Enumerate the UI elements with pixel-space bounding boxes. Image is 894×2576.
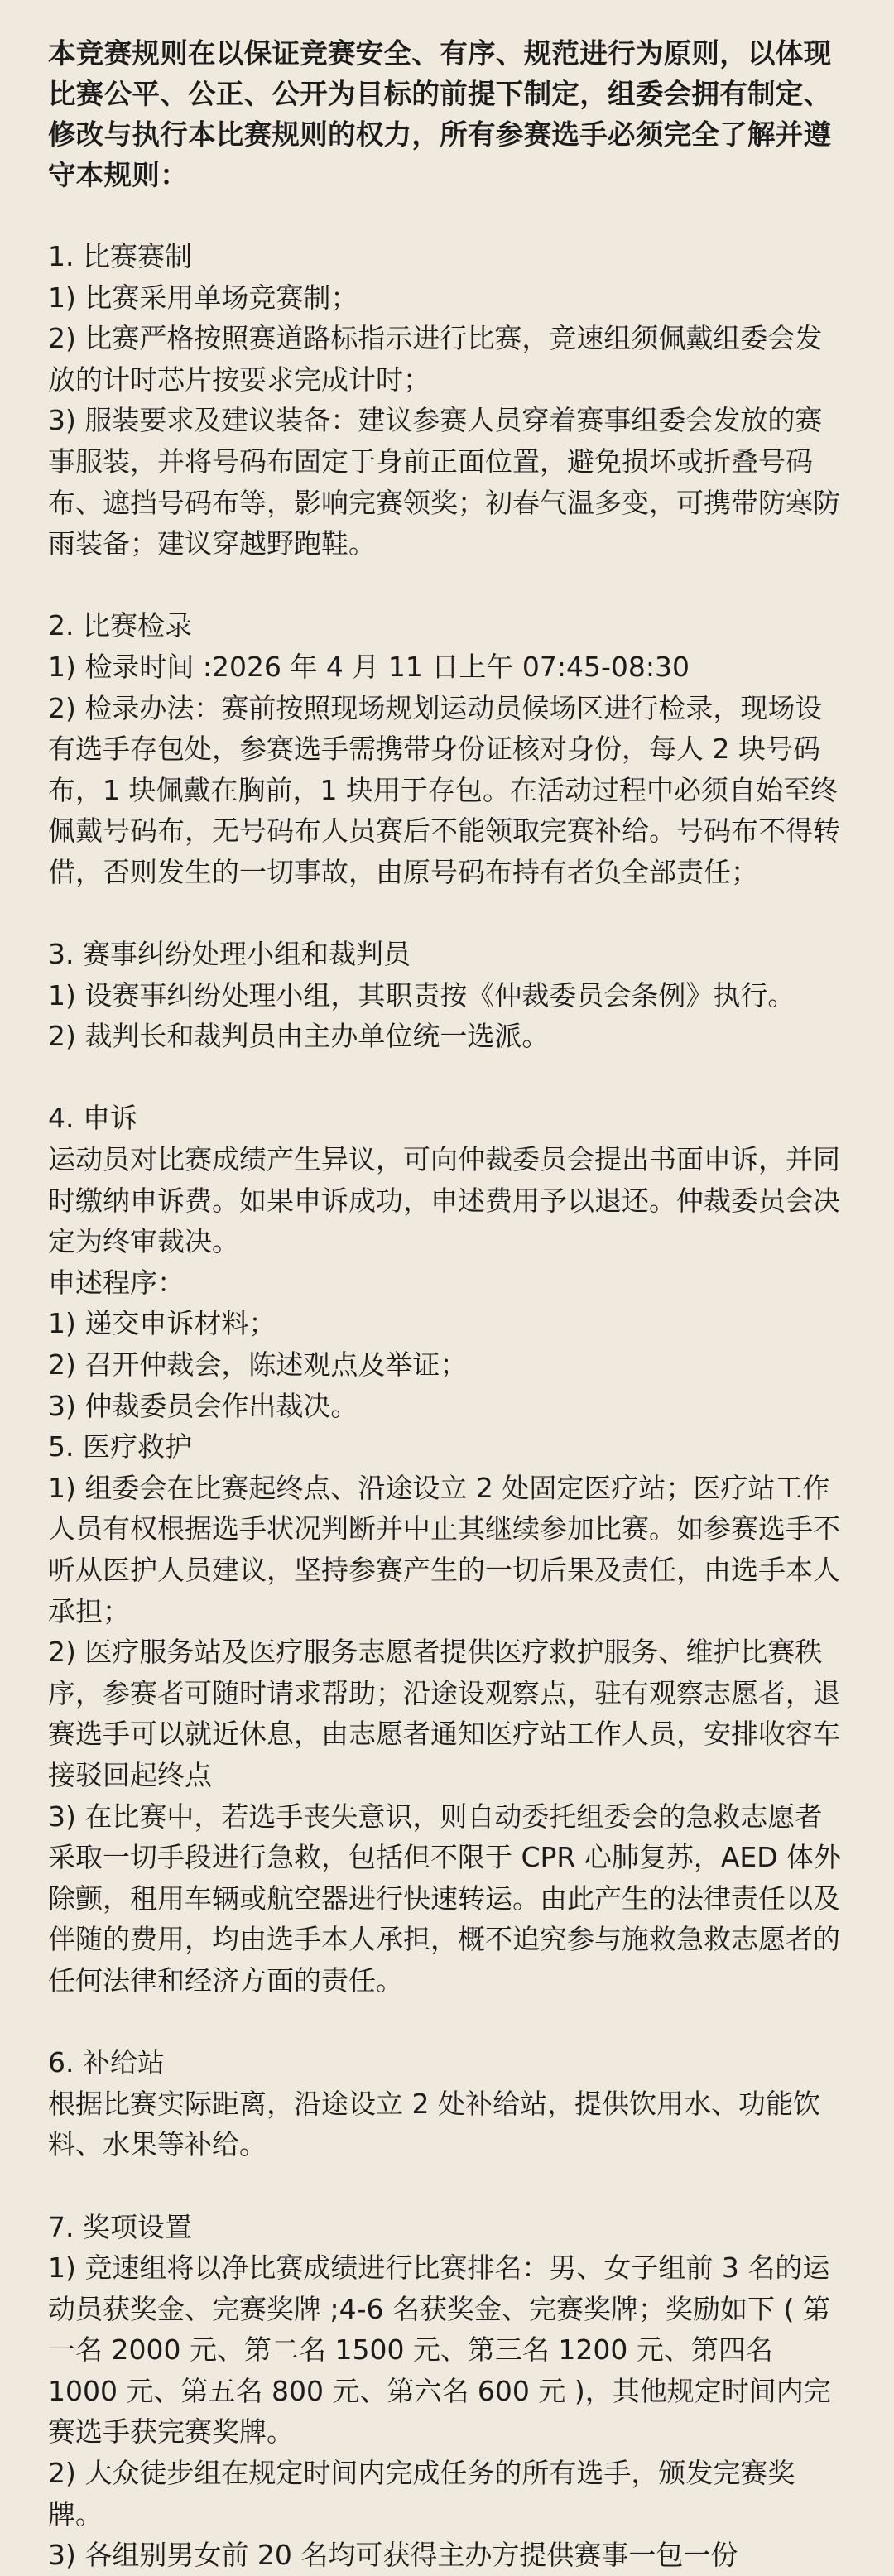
- section-appeal: [48, 1098, 846, 1426]
- intro-paragraph: 本竞赛规则在以保证竞赛安全、有序、规范进行为原则，以体现比赛公平、公正、公开为目标的前提下制定，组委会拥有制定、修改与执行本比赛规则的权力，所有参赛选手必须完全了解并遵守本规则：: [48, 37, 832, 191]
- section-title: 3. 赛事纠纷处理小组和裁判员: [48, 938, 411, 971]
- section-awards: [48, 2207, 846, 2576]
- section-paragraph: 1) 递交申诉材料；: [48, 1307, 276, 1340]
- section-spacer: [48, 2002, 846, 2043]
- section-paragraph: 1) 组委会在比赛起终点、沿途设立 2 处固定医疗站；医疗站工作人员有权根据选手状况判断并中止其继续参加比赛。如参赛选手不听从医护人员建议，坚持参赛产生的一切后果及责任，由选手本人承担；: [48, 1471, 840, 1627]
- section-dispute: [48, 934, 846, 1057]
- section-paragraph: 2) 大众徒步组在规定时间内完成任务的所有选手，颁发完赛奖牌。: [48, 2457, 795, 2530]
- section-paragraph: 2) 比赛严格按照赛道路标指示进行比赛，竞速组须佩戴组委会发放的计时芯片按要求完成计时；: [48, 322, 823, 396]
- section-medical: [48, 1426, 846, 2001]
- section-paragraph: 1) 设赛事纠纷处理小组，其职责按《仲裁委员会条例》执行。: [48, 978, 795, 1012]
- section-supply: [48, 2042, 846, 2165]
- section-paragraph: 1) 竞速组将以净比赛成绩进行比赛排名：男、女子组前 3 名的运动员获奖金、完赛奖牌 ;4-6 名获奖金、完赛奖牌；奖励如下 ( 第一名 2000 元、第二名 1500 元、第三名 1200 元、第四名 1000 元、第五名 800 元、第六名 600 元 )，其他规定时间内完赛选手获完赛奖牌。: [48, 2252, 831, 2449]
- section-spacer: [48, 565, 846, 606]
- section-title: 1. 比赛赛制: [48, 240, 192, 272]
- section-paragraph: 申述程序：: [48, 1266, 185, 1299]
- section-paragraph: 3) 仲裁委员会作出裁决。: [48, 1389, 358, 1422]
- section-paragraph: 2) 医疗服务站及医疗服务志愿者提供医疗救护服务、维护比赛秩序，参赛者可随时请求帮助；沿途设观察点，驻有观察志愿者，退赛选手可以就近休息，由志愿者通知医疗站工作人员，安排收容车接驳回起终点: [48, 1636, 840, 1791]
- section-spacer: [48, 2165, 846, 2207]
- section-title: 5. 医疗救护: [48, 1430, 192, 1463]
- section-paragraph: 3) 服装要求及建议装备：建议参赛人员穿着赛事组委会发放的赛事服装，并将号码布固定于身前正面位置，避免损坏或折叠号码布、遮挡号码布等，影响完赛领奖；初春气温多变，可携带防寒防雨装备；建议穿越野跑鞋。: [48, 404, 840, 560]
- section-paragraph: 根据比赛实际距离，沿途设立 2 处补给站，提供饮用水、功能饮料、水果等补给。: [48, 2087, 820, 2161]
- section-spacer: [48, 893, 846, 935]
- section-title: 6. 补给站: [48, 2046, 165, 2079]
- section-paragraph: 1) 检录时间 :2026 年 4 月 11 日上午 07:45-08:30: [48, 650, 690, 683]
- section-paragraph: 1) 比赛采用单场竞赛制；: [48, 281, 358, 314]
- section-paragraph: 3) 在比赛中，若选手丧失意识，则自动委托组委会的急救志愿者采取一切手段进行急救，包括但不限于 CPR 心肺复苏，AED 体外除颤，租用车辆或航空器进行快速转运。由此产生的法律责任以及伴随的费用，均由选手本人承担，概不追究参与施救急救志愿者的任何法律和经济方面的责任。: [48, 1800, 842, 1997]
- section-paragraph: 3) 各组别男女前 20 名均可获得主办方提供赛事一包一份: [48, 2539, 738, 2572]
- section-checkin: [48, 605, 846, 892]
- section-title: 2. 比赛检录: [48, 609, 192, 642]
- section-paragraph: 运动员对比赛成绩产生异议，可向仲裁委员会提出书面申诉，并同时缴纳申诉费。如果申诉成功，申述费用予以退还。仲裁委员会决定为终审裁决。: [48, 1143, 840, 1258]
- section-title: 7. 奖项设置: [48, 2210, 192, 2243]
- section-paragraph: 2) 召开仲裁会，陈述观点及举证；: [48, 1348, 468, 1382]
- section-title: 4. 申诉: [48, 1102, 137, 1135]
- section-paragraph: 2) 检录办法：赛前按照现场规划运动员候场区进行检录，现场设有选手存包处，参赛选手需携带身份证核对身份，每人 2 块号码布，1 块佩戴在胸前，1 块用于存包。在活动过程中必须自始至终佩戴号码布，无号码布人员赛后不能领取完赛补给。号码布不得转借，否则发生的一切事故，由原号码布持有者负全部责任；: [48, 691, 840, 888]
- section-paragraph: 2) 裁判长和裁判员由主办单位统一选派。: [48, 1020, 550, 1053]
- section-spacer: [48, 1057, 846, 1098]
- section-format: [48, 236, 846, 565]
